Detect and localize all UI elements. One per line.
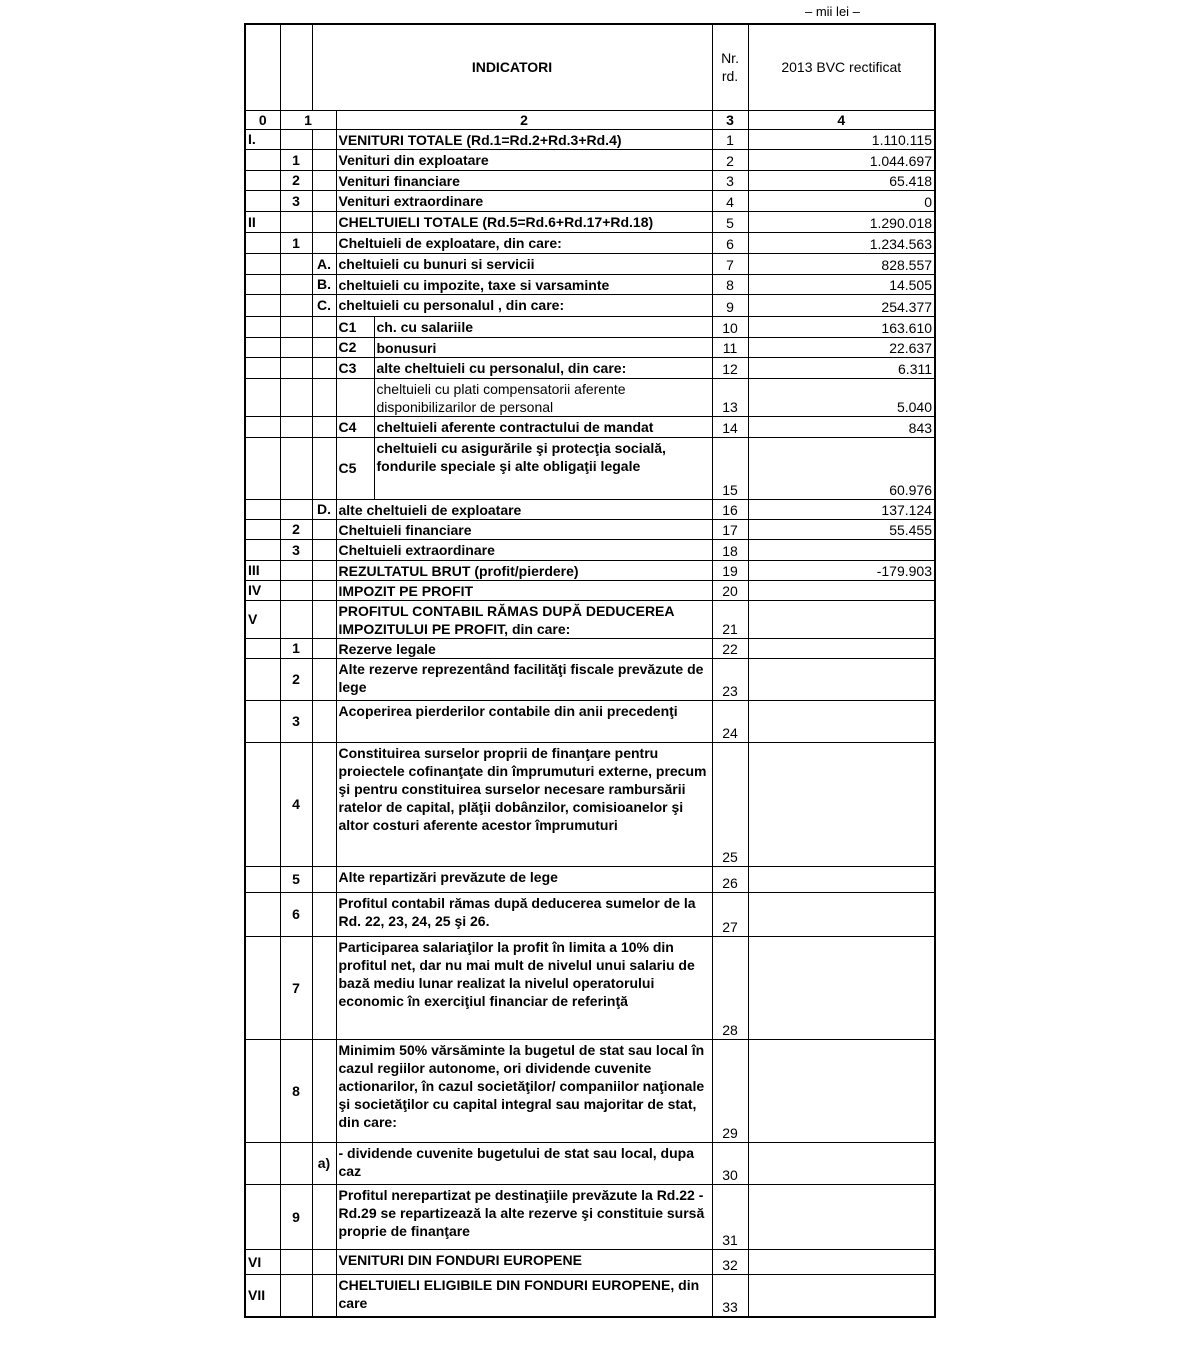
row-label: cheltuieli cu plati compensatorii aferente disponibilizarilor de personal <box>374 378 712 416</box>
row-number: 33 <box>712 1274 748 1317</box>
row-number: 2 <box>712 149 748 170</box>
row-label: Cheltuieli de exploatare, din care: <box>336 232 712 253</box>
row-level-0: IV <box>245 580 280 600</box>
row-level-1 <box>280 1274 312 1317</box>
row-number: 21 <box>712 600 748 638</box>
table-row <box>245 416 935 437</box>
row-label: Acoperirea pierderilor contabile din anii precedenţi <box>336 700 712 742</box>
row-value: 843 <box>748 416 935 437</box>
row-level-0: I. <box>245 129 280 149</box>
row-level-1: 7 <box>280 936 312 1039</box>
table-row <box>245 190 935 211</box>
row-value: -179.903 <box>748 560 935 580</box>
row-value: 14.505 <box>748 274 935 294</box>
row-number: 27 <box>712 892 748 936</box>
table-row <box>245 539 935 560</box>
budget-table <box>244 23 936 1318</box>
row-level-2 <box>312 1039 336 1142</box>
row-number: 6 <box>712 232 748 253</box>
row-number: 1 <box>712 129 748 149</box>
table-row <box>245 1274 935 1317</box>
table-row <box>245 337 935 357</box>
row-value <box>748 539 935 560</box>
row-number: 12 <box>712 357 748 378</box>
row-level-2 <box>312 600 336 638</box>
row-label: alte cheltuieli de exploatare <box>336 499 712 519</box>
row-label: cheltuieli cu bunuri si servicii <box>336 253 712 274</box>
row-level-2: a) <box>312 1142 336 1184</box>
row-level-2 <box>312 638 336 658</box>
row-level-1 <box>280 378 312 416</box>
row-value <box>748 600 935 638</box>
table-row <box>245 638 935 658</box>
row-level-0 <box>245 149 280 170</box>
row-value: 65.418 <box>748 170 935 190</box>
row-value <box>748 866 935 892</box>
row-level-1: 2 <box>280 170 312 190</box>
row-label: IMPOZIT PE PROFIT <box>336 580 712 600</box>
row-level-2: A. <box>312 253 336 274</box>
table-row <box>245 519 935 539</box>
row-number: 5 <box>712 211 748 232</box>
row-number: 22 <box>712 638 748 658</box>
row-label: Venituri din exploatare <box>336 149 712 170</box>
row-number: 17 <box>712 519 748 539</box>
table-row <box>245 211 935 232</box>
row-level-0 <box>245 274 280 294</box>
row-number: 8 <box>712 274 748 294</box>
table-row <box>245 378 935 416</box>
row-level-0 <box>245 866 280 892</box>
row-level-0 <box>245 499 280 519</box>
row-level-1: 3 <box>280 190 312 211</box>
row-level-1 <box>280 294 312 316</box>
row-level-2 <box>312 580 336 600</box>
row-label: VENITURI TOTALE (Rd.1=Rd.2+Rd.3+Rd.4) <box>336 129 712 149</box>
table-row <box>245 253 935 274</box>
row-level-1 <box>280 1249 312 1274</box>
row-number: 30 <box>712 1142 748 1184</box>
row-label: Participarea salariaţilor la profit în limita a 10% din profitul net, dar nu mai mult de nivelul unui salariu de bază mediu lunar realizat la nivelul operatorului economic în exerciţiul financiar de referinţă <box>336 936 712 1039</box>
table-row <box>245 149 935 170</box>
table-row <box>245 866 935 892</box>
row-level-2 <box>312 170 336 190</box>
row-number: 25 <box>712 742 748 866</box>
row-value: 1.044.697 <box>748 149 935 170</box>
row-level-1: 3 <box>280 700 312 742</box>
row-value: 1.234.563 <box>748 232 935 253</box>
row-value: 55.455 <box>748 519 935 539</box>
row-level-0 <box>245 337 280 357</box>
row-level-0 <box>245 936 280 1039</box>
row-label: PROFITUL CONTABIL RĂMAS DUPĂ DEDUCEREA IMPOZITULUI PE PROFIT, din care: <box>336 600 712 638</box>
row-level-1 <box>280 560 312 580</box>
row-number: 24 <box>712 700 748 742</box>
colnum-4: 4 <box>748 110 935 129</box>
row-level-0 <box>245 1184 280 1249</box>
row-number: 26 <box>712 866 748 892</box>
row-value: 60.976 <box>748 437 935 499</box>
row-level-2 <box>312 1274 336 1317</box>
row-label: cheltuieli aferente contractului de mandat <box>374 416 712 437</box>
table-row <box>245 1249 935 1274</box>
row-level-0 <box>245 253 280 274</box>
row-level-1 <box>280 437 312 499</box>
row-level-0: VI <box>245 1249 280 1274</box>
row-level-2 <box>312 337 336 357</box>
row-level-2 <box>312 316 336 337</box>
header-nr-rd: Nr. rd. <box>712 24 748 110</box>
column-number-row <box>245 110 935 129</box>
row-value <box>748 936 935 1039</box>
row-level-1: 1 <box>280 232 312 253</box>
row-level-2: D. <box>312 499 336 519</box>
row-number: 13 <box>712 378 748 416</box>
row-number: 20 <box>712 580 748 600</box>
row-level-2 <box>312 378 336 416</box>
row-label: Alte rezerve reprezentând facilităţi fiscale prevăzute de lege <box>336 658 712 700</box>
row-value: 828.557 <box>748 253 935 274</box>
row-number: 4 <box>712 190 748 211</box>
row-label: Venituri extraordinare <box>336 190 712 211</box>
row-sub-code: C3 <box>336 357 374 378</box>
row-level-2 <box>312 700 336 742</box>
row-label: Cheltuieli extraordinare <box>336 539 712 560</box>
row-level-1: 5 <box>280 866 312 892</box>
header-cell-1 <box>280 24 312 110</box>
row-label: Alte repartizări prevăzute de lege <box>336 866 712 892</box>
row-level-2 <box>312 416 336 437</box>
row-level-0: II <box>245 211 280 232</box>
table-row <box>245 294 935 316</box>
row-level-2 <box>312 936 336 1039</box>
row-sub-code: C2 <box>336 337 374 357</box>
row-value: 137.124 <box>748 499 935 519</box>
table-row <box>245 129 935 149</box>
row-level-0 <box>245 416 280 437</box>
header-value-col: 2013 BVC rectificat <box>748 24 935 110</box>
row-level-1 <box>280 1142 312 1184</box>
header-indicatori: INDICATORI <box>312 24 712 110</box>
row-level-0 <box>245 378 280 416</box>
row-level-1: 2 <box>280 658 312 700</box>
row-level-2 <box>312 866 336 892</box>
row-level-1 <box>280 499 312 519</box>
row-number: 14 <box>712 416 748 437</box>
row-level-1 <box>280 253 312 274</box>
table-row <box>245 316 935 337</box>
row-level-0 <box>245 232 280 253</box>
row-value <box>748 1249 935 1274</box>
row-number: 16 <box>712 499 748 519</box>
row-value <box>748 580 935 600</box>
row-level-2: C. <box>312 294 336 316</box>
row-level-0 <box>245 892 280 936</box>
row-level-2 <box>312 1184 336 1249</box>
table-row <box>245 742 935 866</box>
table-row <box>245 499 935 519</box>
row-label: Constituirea surselor proprii de finanţare pentru proiectele cofinanţate din împrumuturi externe, precum şi pentru constituirea surselor necesare rambursării ratelor de capital, plăţii dobânzilor, comisioanelor şi altor costuri aferente acestor împrumuturi <box>336 742 712 866</box>
row-level-1 <box>280 600 312 638</box>
row-number: 15 <box>712 437 748 499</box>
row-value <box>748 892 935 936</box>
row-level-0 <box>245 658 280 700</box>
row-label: CHELTUIELI TOTALE (Rd.5=Rd.6+Rd.17+Rd.18) <box>336 211 712 232</box>
row-level-1: 8 <box>280 1039 312 1142</box>
row-level-2 <box>312 211 336 232</box>
row-label: Cheltuieli financiare <box>336 519 712 539</box>
row-value: 22.637 <box>748 337 935 357</box>
row-level-2 <box>312 232 336 253</box>
unit-label: – mii lei – <box>805 4 860 19</box>
row-label: REZULTATUL BRUT (profit/pierdere) <box>336 560 712 580</box>
row-value <box>748 1184 935 1249</box>
row-label: Profitul nerepartizat pe destinaţiile prevăzute la Rd.22 - Rd.29 se repartizează la alte rezerve şi constituie sursă proprie de finanţare <box>336 1184 712 1249</box>
table-row <box>245 580 935 600</box>
row-value: 1.290.018 <box>748 211 935 232</box>
row-value <box>748 638 935 658</box>
row-level-0: III <box>245 560 280 580</box>
row-level-0: V <box>245 600 280 638</box>
row-number: 19 <box>712 560 748 580</box>
row-level-0 <box>245 539 280 560</box>
row-level-1 <box>280 274 312 294</box>
row-level-2 <box>312 190 336 211</box>
row-level-1: 3 <box>280 539 312 560</box>
colnum-0: 0 <box>245 110 280 129</box>
row-level-2 <box>312 437 336 499</box>
row-label: cheltuieli cu personalul , din care: <box>336 294 712 316</box>
row-level-2 <box>312 539 336 560</box>
row-level-0 <box>245 700 280 742</box>
row-value <box>748 742 935 866</box>
row-sub-code <box>336 378 374 416</box>
row-level-1 <box>280 211 312 232</box>
row-number: 3 <box>712 170 748 190</box>
row-number: 9 <box>712 294 748 316</box>
row-sub-code: C1 <box>336 316 374 337</box>
table-row <box>245 170 935 190</box>
row-number: 18 <box>712 539 748 560</box>
row-value: 6.311 <box>748 357 935 378</box>
table-row <box>245 1039 935 1142</box>
row-level-2 <box>312 560 336 580</box>
row-sub-code: C5 <box>336 437 374 499</box>
row-level-1: 9 <box>280 1184 312 1249</box>
row-level-2 <box>312 357 336 378</box>
colnum-2: 2 <box>336 110 712 129</box>
row-label: alte cheltuieli cu personalul, din care: <box>374 357 712 378</box>
row-value: 254.377 <box>748 294 935 316</box>
header-cell-0 <box>245 24 280 110</box>
row-level-2 <box>312 1249 336 1274</box>
row-level-0 <box>245 742 280 866</box>
row-level-1: 1 <box>280 638 312 658</box>
row-level-2 <box>312 892 336 936</box>
row-level-1 <box>280 580 312 600</box>
row-level-1 <box>280 337 312 357</box>
row-level-2 <box>312 129 336 149</box>
row-level-1 <box>280 357 312 378</box>
table-row <box>245 232 935 253</box>
row-level-1: 4 <box>280 742 312 866</box>
row-level-0 <box>245 519 280 539</box>
row-level-1: 6 <box>280 892 312 936</box>
row-label: Profitul contabil rămas după deducerea sumelor de la Rd. 22, 23, 24, 25 şi 26. <box>336 892 712 936</box>
row-sub-code: C4 <box>336 416 374 437</box>
row-value <box>748 1039 935 1142</box>
row-label: cheltuieli cu impozite, taxe si varsaminte <box>336 274 712 294</box>
row-level-0 <box>245 170 280 190</box>
table-row <box>245 936 935 1039</box>
row-level-0 <box>245 1142 280 1184</box>
table-row <box>245 1184 935 1249</box>
row-level-1 <box>280 316 312 337</box>
row-value: 163.610 <box>748 316 935 337</box>
row-level-2 <box>312 658 336 700</box>
row-level-0 <box>245 1039 280 1142</box>
row-level-0 <box>245 294 280 316</box>
table-row <box>245 357 935 378</box>
row-value <box>748 700 935 742</box>
colnum-1: 1 <box>280 110 336 129</box>
row-number: 7 <box>712 253 748 274</box>
row-number: 10 <box>712 316 748 337</box>
table-row <box>245 560 935 580</box>
row-label: - dividende cuvenite bugetului de stat sau local, dupa caz <box>336 1142 712 1184</box>
row-label: bonusuri <box>374 337 712 357</box>
row-label: VENITURI DIN FONDURI EUROPENE <box>336 1249 712 1274</box>
row-level-1 <box>280 129 312 149</box>
row-number: 29 <box>712 1039 748 1142</box>
row-label: Minimim 50% vărsăminte la bugetul de stat sau local în cazul regiilor autonome, ori dividende cuvenite actionarilor, în cazul societăţilor/ companiilor naţionale şi societăţilor cu capital integral sau majoritar de stat, din care: <box>336 1039 712 1142</box>
table-row <box>245 600 935 638</box>
row-level-2 <box>312 742 336 866</box>
table-row <box>245 892 935 936</box>
row-label: CHELTUIELI ELIGIBILE DIN FONDURI EUROPENE, din care <box>336 1274 712 1317</box>
row-level-2: B. <box>312 274 336 294</box>
table-row <box>245 274 935 294</box>
table-row <box>245 437 935 499</box>
row-level-0 <box>245 190 280 211</box>
table-row <box>245 700 935 742</box>
row-value: 5.040 <box>748 378 935 416</box>
row-value: 1.110.115 <box>748 129 935 149</box>
row-label: Rezerve legale <box>336 638 712 658</box>
row-number: 28 <box>712 936 748 1039</box>
table-row <box>245 1142 935 1184</box>
row-level-0 <box>245 316 280 337</box>
row-level-2 <box>312 519 336 539</box>
row-number: 32 <box>712 1249 748 1274</box>
row-level-2 <box>312 149 336 170</box>
row-number: 31 <box>712 1184 748 1249</box>
row-value <box>748 1274 935 1317</box>
colnum-3: 3 <box>712 110 748 129</box>
row-level-0: VII <box>245 1274 280 1317</box>
row-value <box>748 1142 935 1184</box>
row-label: cheltuieli cu asigurările şi protecţia socială, fondurile speciale şi alte obligaţii legale <box>374 437 712 499</box>
row-level-1: 1 <box>280 149 312 170</box>
row-label: Venituri financiare <box>336 170 712 190</box>
row-label: ch. cu salariile <box>374 316 712 337</box>
row-level-0 <box>245 357 280 378</box>
table-row <box>245 658 935 700</box>
row-level-0 <box>245 437 280 499</box>
row-level-0 <box>245 638 280 658</box>
row-level-1 <box>280 416 312 437</box>
row-value: 0 <box>748 190 935 211</box>
header-row <box>245 24 935 110</box>
row-level-1: 2 <box>280 519 312 539</box>
row-number: 23 <box>712 658 748 700</box>
row-number: 11 <box>712 337 748 357</box>
row-value <box>748 658 935 700</box>
